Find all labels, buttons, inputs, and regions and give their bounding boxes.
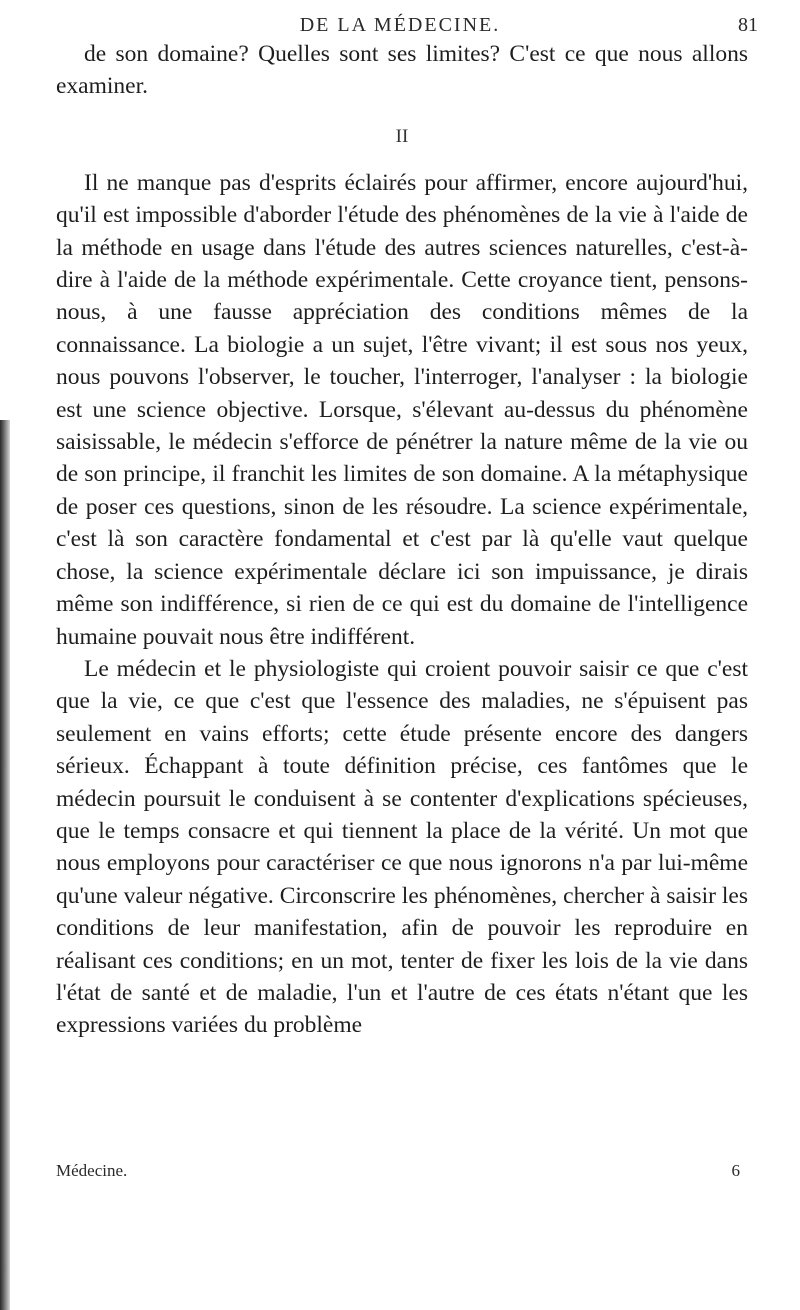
body-text <box>56 38 748 1042</box>
signature-mark: 6 <box>731 1161 740 1180</box>
running-head <box>0 8 800 38</box>
paragraph: Le médecin et le physiologiste qui croient pouvoir saisir ce que c'est que la vie, ce que c'est que l'essence des maladies, ne s'épuisent pas seulement en vains efforts; cette étude présente encore des dangers sérieux. Échappant à toute définition précise, ces fantômes que le médecin poursuit le conduisent à se contenter d'explications spécieuses, que le temps consacre et qui tiennent la place de la vérité. Un mot que nous employons pour caractériser ce que nous ignorons n'a par lui-même qu'une valeur négative. Circonscrire les phénomènes, chercher à saisir les conditions de leur manifestation, afin de pouvoir les reproduire en réalisant ces conditions; en un mot, tenter de fixer les lois de la vie dans l'état de santé et de maladie, l'un et l'autre de ces états n'étant que les expressions variées du problème <box>56 655 748 1039</box>
footer-short-title: Médecine. <box>56 1161 128 1180</box>
page-gutter-shadow <box>0 420 10 1310</box>
page-number: 81 <box>738 14 758 36</box>
section-heading: II <box>395 125 409 147</box>
paragraph: Il ne manque pas d'esprits éclairés pour affirmer, encore aujourd'hui, qu'il est impossible d'aborder l'étude des phénomènes de la vie à l'aide de la méthode en usage dans l'étude des autres sciences naturelles, c'est-à-dire à l'aide de la méthode expérimentale. Cette croyance tient, pensons-nous, à une fausse appréciation des conditions mêmes de la connaissance. La biologie a un sujet, l'être vivant; il est sous nos yeux, nous pouvons l'observer, le toucher, l'interroger, l'analyser : la biologie est une science objective. Lorsque, s'élevant au-dessus du phénomène saisissable, le médecin s'efforce de pénétrer la nature même de la vie ou de son principe, il franchit les limites de son domaine. A la métaphysique de poser ces questions, sinon de les résoudre. La science expérimentale, c'est là son caractère fondamental et c'est par là qu'elle vaut quelque chose, la science expérimentale déclare ici son impuissance, je dirais même son indifférence, si rien de ce qui est du domaine de l'intelligence humaine pouvait nous être indifférent. <box>56 169 748 650</box>
running-title: DE LA MÉDECINE. <box>299 14 501 36</box>
page-footer <box>56 1161 748 1185</box>
paragraph-continued: de son domaine? Quelles sont ses limites? C'est ce que nous allons examiner. <box>56 41 748 100</box>
